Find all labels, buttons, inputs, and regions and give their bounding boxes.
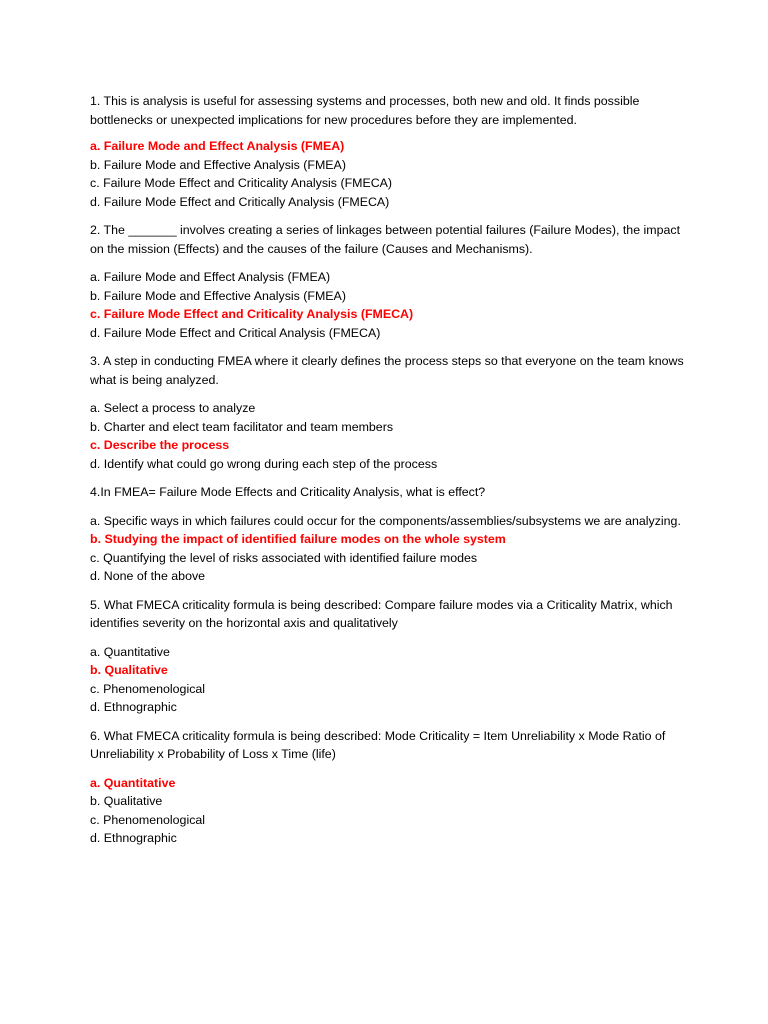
option-c: c. Phenomenological bbox=[90, 681, 206, 696]
question-text: 2. The _______ involves creating a series of linkages between potential failures (Failure Modes), the impact on the mission (Effects) and the causes of the failure (Causes and Mechanisms). bbox=[90, 223, 681, 256]
option-d: d. None of the above bbox=[90, 569, 206, 583]
option-d: d. Ethnographic bbox=[90, 700, 177, 714]
options-list bbox=[90, 643, 690, 717]
question-text: 4.In FMEA= Failure Mode Effects and Criticality Analysis, what is effect? bbox=[90, 485, 486, 499]
option-c-correct: c. Failure Mode Effect and Criticality Analysis (FMECA) bbox=[90, 307, 414, 321]
option-d: d. Failure Mode Effect and Critical Analysis (FMECA) bbox=[90, 325, 381, 340]
option-b: b. Charter and elect team facilitator and team members bbox=[90, 419, 394, 434]
quiz-document bbox=[90, 92, 690, 858]
option-c: c. Phenomenological bbox=[90, 812, 206, 827]
options-list bbox=[90, 512, 690, 586]
question-block-5 bbox=[90, 596, 690, 717]
option-c: c. Quantifying the level of risks associated with identified failure modes bbox=[90, 550, 478, 565]
options-list bbox=[90, 774, 690, 848]
option-b: b. Failure Mode and Effective Analysis (FMEA) bbox=[90, 157, 346, 172]
question-text: 1. This is analysis is useful for assessing systems and processes, both new and old. It finds possible bottlenecks or unexpected implications for new procedures before they are implemented. bbox=[90, 94, 640, 127]
options-list bbox=[90, 399, 690, 473]
question-block-2 bbox=[90, 221, 690, 342]
option-a: a. Quantitative bbox=[90, 644, 170, 659]
option-a: a. Select a process to analyze bbox=[90, 401, 256, 415]
option-c: c. Failure Mode Effect and Criticality Analysis (FMECA) bbox=[90, 176, 393, 190]
question-block-6 bbox=[90, 727, 690, 848]
option-b: b. Failure Mode and Effective Analysis (FMEA) bbox=[90, 288, 346, 303]
option-b: b. Qualitative bbox=[90, 794, 163, 808]
options-list bbox=[90, 137, 690, 211]
question-block-1 bbox=[90, 92, 690, 211]
option-d: d. Ethnographic bbox=[90, 831, 177, 845]
question-text: 6. What FMECA criticality formula is being described: Mode Criticality = Item Unreliability x Mode Ratio of Unreliability x Probability of Loss x Time (life) bbox=[90, 728, 666, 761]
question-text: 5. What FMECA criticality formula is being described: Compare failure modes via a Criticality Matrix, which identifies severity on the horizontal axis and qualitatively bbox=[90, 597, 673, 630]
option-a: a. Failure Mode and Effect Analysis (FMEA) bbox=[90, 270, 331, 284]
option-d: d. Identify what could go wrong during each step of the process bbox=[90, 456, 438, 471]
question-text: 3. A step in conducting FMEA where it clearly defines the process steps so that everyone on the team knows what is being analyzed. bbox=[90, 354, 684, 387]
options-list bbox=[90, 268, 690, 342]
option-b-correct: b. Studying the impact of identified failure modes on the whole system bbox=[90, 532, 506, 546]
option-b-correct: b. Qualitative bbox=[90, 663, 168, 677]
question-block-3 bbox=[90, 352, 690, 473]
question-block-4 bbox=[90, 483, 690, 586]
option-a: a. Specific ways in which failures could occur for the components/assemblies/subsystems we are analyzing. bbox=[90, 513, 681, 528]
option-a-correct: a. Quantitative bbox=[90, 775, 176, 790]
option-a-correct: a. Failure Mode and Effect Analysis (FMEA) bbox=[90, 139, 345, 153]
option-d: d. Failure Mode Effect and Critically Analysis (FMECA) bbox=[90, 194, 390, 209]
option-c-correct: c. Describe the process bbox=[90, 438, 230, 452]
